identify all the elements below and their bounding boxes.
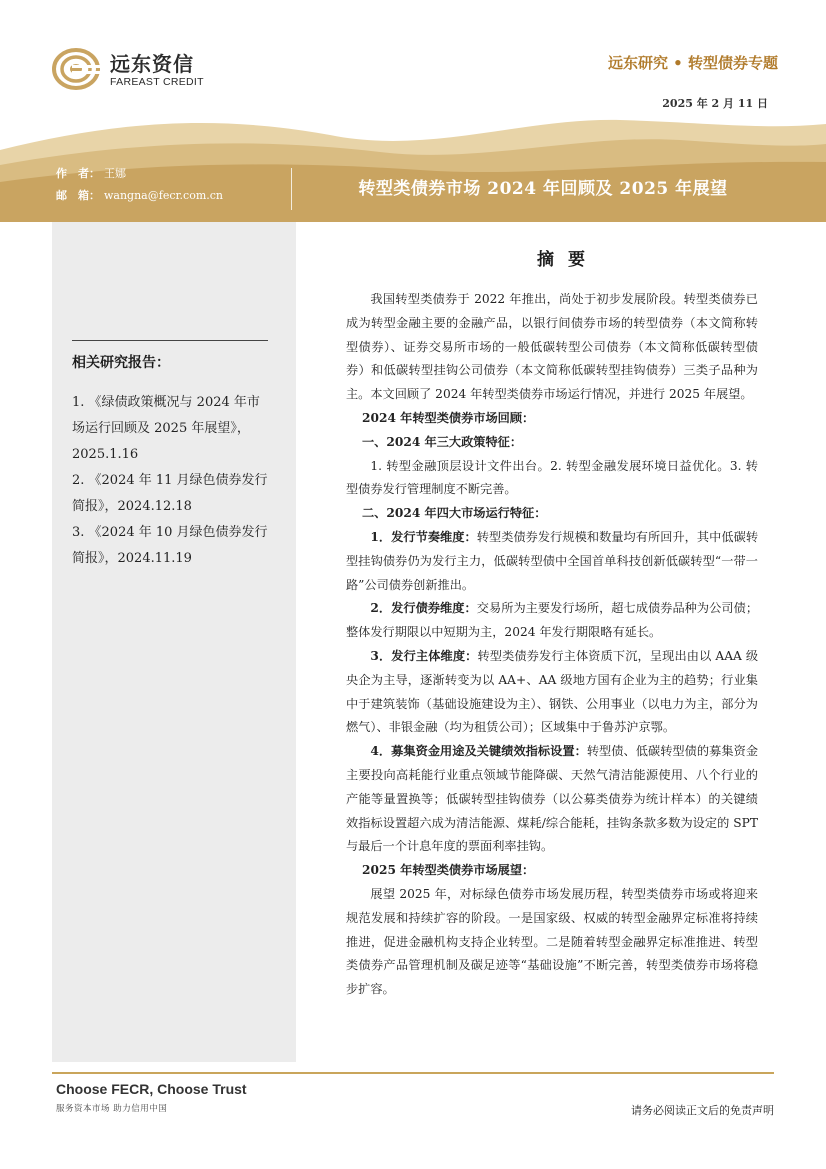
related-report-item[interactable]: 2. 《2024 年 11 月绿色债券发行简报》，2024.12.18 (72, 473, 268, 514)
report-series: 远东研究 • 转型债券专题 (607, 54, 778, 72)
report-title: 转型类债券市场 2024 年回顾及 2025 年展望 (358, 179, 728, 199)
author-label: 作 者： (56, 167, 100, 180)
market-point (346, 740, 758, 859)
market-point-label: 2．发行债券维度： (370, 601, 477, 616)
author-name: 王娜 (104, 167, 126, 180)
related-reports-list (72, 390, 272, 572)
author-info (56, 163, 223, 207)
footer-slogan: Choose FECR, Choose Trust (56, 1081, 247, 1097)
market-point-label: 1．发行节奏维度： (370, 529, 477, 544)
footer-slogan-chinese: 服务资本市场 助力信用中国 (56, 1104, 168, 1114)
outlook-heading: 2025 年转型类债券市场展望： (362, 863, 535, 878)
logo-rings-icon (52, 48, 104, 90)
policy-heading: 一、2024 年三大政策特征： (362, 434, 523, 449)
market-point (346, 645, 758, 740)
report-date: 2025 年 2 月 11 日 (662, 97, 768, 110)
market-point-text: 交易所为主要发行场所，超七成债券品种为公司债；整体发行期限以中短期为主，2024 年发行期限略有延长。 (346, 601, 759, 640)
outlook-text: 展望 2025 年，对标绿色债券市场发展历程，转型类债券市场或将迎来规范发展和持续扩容的阶段。一是国家级、权威的转型金融界定标准将持续推进，促进金融机构支持企业转型。二是随着转型金融界定标准推进、转型类债券产品管理机制及碳足迹等“基础设施”不断完善，转型类债券市场将稳步扩容。 (346, 886, 758, 997)
author-email[interactable]: wangna@fecr.com.cn (104, 189, 223, 202)
review-heading: 2024 年转型类债券市场回顾： (362, 410, 535, 425)
logo-chinese-name: 远东资信 (110, 52, 194, 76)
market-point (346, 526, 758, 597)
market-heading: 二、2024 年四大市场运行特征： (362, 506, 547, 521)
market-point-text: 转型债、低碳转型债的募集资金主要投向高耗能行业重点领域节能降碳、天然气清洁能源使用、八个行业的产能等量置换等；低碳转型挂钩债券（以公募类债券为统计样本）的关键绩效指标设置超六成为清洁能源、煤耗/综合能耗，挂钩条款多数为设定的 SPT 与最后一个计息年度的票面利率挂钩。 (346, 744, 759, 854)
sidebar-divider (72, 340, 268, 341)
related-report-item[interactable]: 3. 《2024 年 10 月绿色债券发行简报》，2024.11.19 (72, 525, 268, 566)
market-point-label: 3．发行主体维度： (370, 648, 478, 663)
footer-divider (52, 1072, 774, 1074)
abstract-intro: 我国转型类债券于 2022 年推出，尚处于初步发展阶段。转型类债券已成为转型金融主要的金融产品，以银行间债券市场的转型债券（本文简称转型债券）、证券交易所市场的一般低碳转型公司债券（本文简称低碳转型债券）和低碳转型挂钩公司债券（本文简称低碳转型挂钩债券）三类子品种为主。本文回顾了 2024 年转型类债券市场运行情况，并进行 2025 年展望。 (346, 292, 758, 402)
market-point-text: 转型类债券发行主体资质下沉，呈现出由以 AAA 级央企为主导，逐渐转变为以 AA+、AA 级地方国有企业为主的趋势；行业集中于建筑装饰（基础设施建设为主）、钢铁、公用事业（以电力为主，部分为燃气）、非银金融（均为租赁公司）；区域集中于鲁苏沪京鄂。 (346, 648, 759, 735)
logo-english-name: FAREAST CREDIT (110, 76, 204, 88)
market-point (346, 597, 758, 645)
related-reports-heading: 相关研究报告： (72, 355, 170, 371)
email-label: 邮 箱： (56, 189, 100, 202)
market-point-text: 转型类债券发行规模和数量均有所回升，其中低碳转型挂钩债券仍为发行主力，低碳转型债中全国首单科技创新低碳转型“一带一路”公司债券创新推出。 (346, 529, 759, 592)
policy-text: 1. 转型金融顶层设计文件出台。2. 转型金融发展环境日益优化。3. 转型债券发行管理制度不断完善。 (346, 458, 758, 497)
related-reports-sidebar (52, 222, 296, 1062)
company-logo (52, 48, 222, 92)
market-point-label: 4．募集资金用途及关键绩效指标设置： (370, 744, 587, 759)
disclaimer-notice: 请务必阅读正文后的免责声明 (631, 1104, 774, 1117)
related-report-item[interactable]: 1. 《绿债政策概况与 2024 年市场运行回顾及 2025 年展望》，2025.1.16 (72, 395, 260, 462)
abstract-title: 摘 要 (537, 250, 589, 270)
abstract-body (346, 288, 758, 1002)
